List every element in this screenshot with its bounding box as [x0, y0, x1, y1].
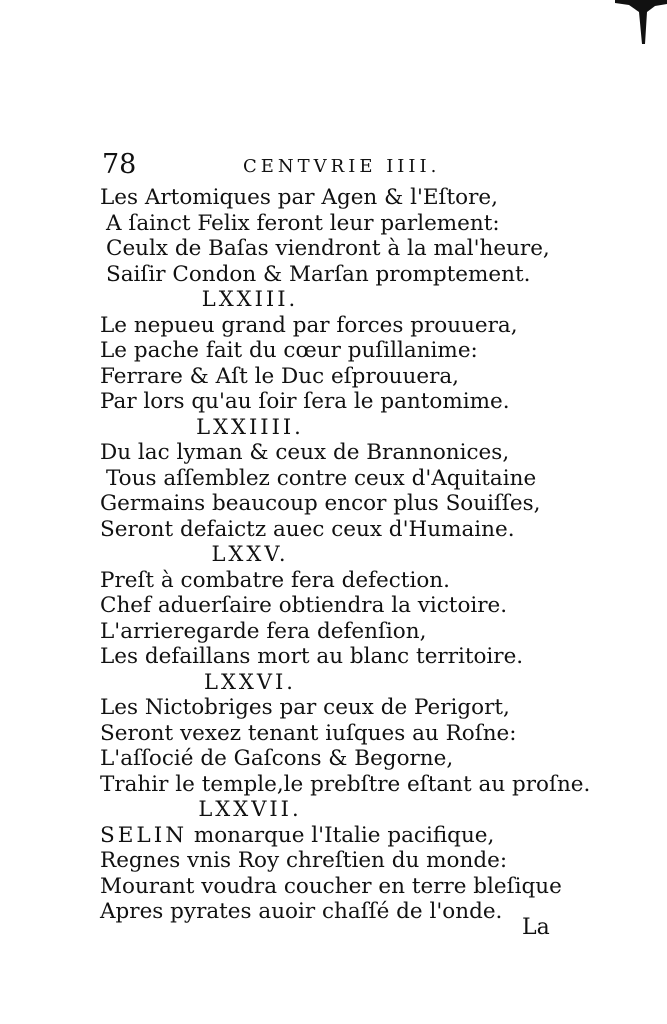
verse-line: Ceulx de Baſas viendront à la mal'heure, [106, 236, 550, 261]
verse-line: Ferrare & Aſt le Duc eſprouuera, [100, 363, 460, 389]
quatrain [100, 185, 550, 287]
verse-line: L'aſſocié de Gaſcons & Begorne, [100, 746, 454, 771]
quatrain-number: LXXIII. [201, 287, 299, 311]
verse-line: Seront defaictz auec ceux d'Humaine. [100, 516, 515, 542]
page-number: 78 [102, 149, 137, 180]
quatrain-number: LXXV. [211, 542, 289, 566]
verse-line: Du lac lyman & ceux de Brannonices, [100, 440, 510, 465]
verse-line: Les Artomiques par Agen & l'Eſtore, [100, 185, 498, 210]
first-word: SELIN [100, 822, 188, 848]
verse-line: Mourant voudra coucher en terre bleſique [100, 873, 562, 899]
verse-line: Apres pyrates auoir chaſſé de l'onde. [100, 899, 503, 924]
quatrain [100, 669, 591, 798]
verse-line: Les Nictobriges par ceux de Perigort, [100, 695, 510, 720]
verse-line: Germains beaucoup encor plus Souiſſes, [100, 491, 541, 516]
verse-line-rest: monarque l'Italie pacifique, [187, 822, 495, 848]
verse-line [100, 823, 520, 849]
verse-line: Seront vexez tenant iuſques au Roſne: [100, 720, 517, 746]
text-block [100, 185, 591, 925]
quatrain [100, 287, 520, 415]
quatrain-number: LXXIIII. [196, 414, 304, 439]
page-header [100, 150, 480, 184]
verse-line: Regnes vnis Roy chreſtien du monde: [100, 848, 508, 873]
quatrain-number: LXXVI. [204, 669, 296, 694]
catchword: La [522, 915, 550, 940]
verse-line: Le pache fait du cœur puſillanime: [100, 338, 478, 363]
quatrain [100, 542, 524, 670]
verse-line: Par lors qu'au ſoir ſera le pantomime. [100, 389, 510, 414]
quatrain [100, 797, 562, 925]
verse-line: A ſainct Felix feront leur parlement: [106, 210, 500, 236]
quatrain-number: LXXVII. [198, 797, 302, 821]
verse-line: Les defaillans mort au blanc territoire. [100, 644, 524, 669]
running-title: CENTVRIE IIII. [243, 156, 441, 177]
verse-line: L'arrieregarde fera defenſion, [100, 618, 427, 644]
verse-line: Le nepueu grand par forces prouuera, [100, 312, 518, 338]
verse-line: Tous aſſemblez contre ceux d'Aquitaine [106, 465, 537, 491]
quatrain [100, 414, 541, 543]
verse-line: Preſt à combatre fera defection. [100, 567, 450, 593]
verse-line: Saiſir Condon & Marſan promptement. [106, 261, 531, 287]
verse-line: Chef aduerſaire obtiendra la victoire. [100, 593, 508, 618]
corner-mark-icon [615, 0, 667, 44]
verse-line: Trahir le temple,le prebſtre eſtant au proſne. [100, 771, 591, 797]
